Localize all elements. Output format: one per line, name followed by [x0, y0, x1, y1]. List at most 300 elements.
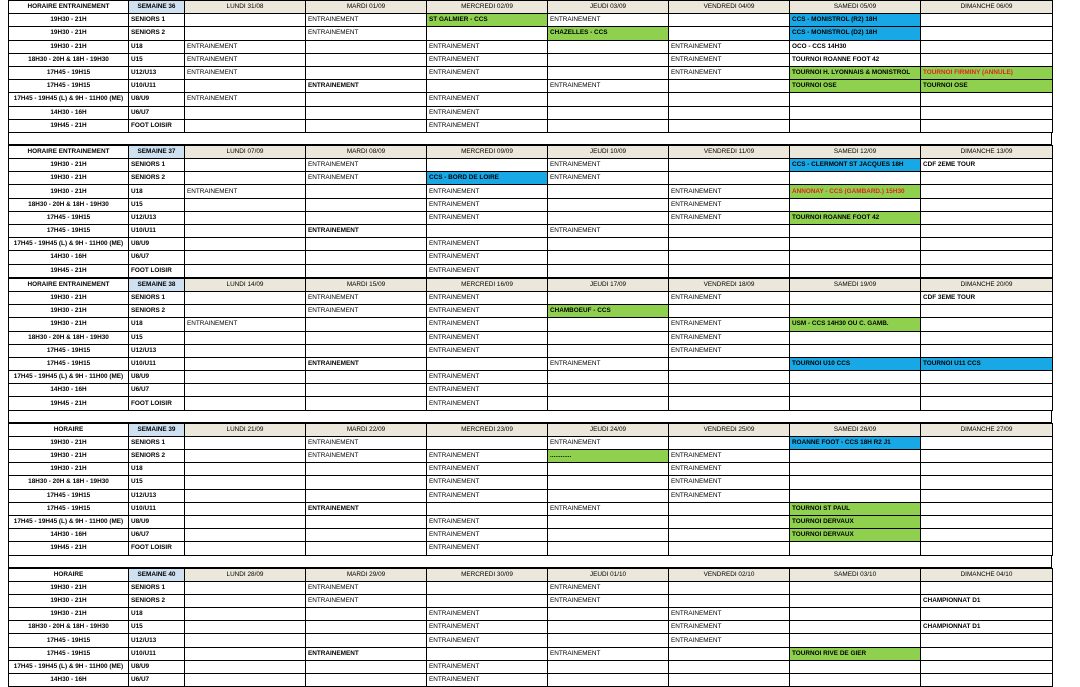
cell-wednesday: ENTRAINEMENT	[427, 660, 548, 673]
cell-team: U10/U11	[129, 80, 185, 93]
cell-team: U15	[129, 476, 185, 489]
header-thursday: JEUDI 03/09	[548, 1, 669, 14]
cell-tuesday: ENTRAINEMENT	[306, 450, 427, 463]
schedule-row	[9, 27, 1053, 40]
cell-team: U15	[129, 53, 185, 66]
cell-thursday	[548, 634, 669, 647]
cell-time: 14H30 - 16H	[9, 674, 129, 687]
cell-thursday	[548, 397, 669, 410]
cell-tuesday	[306, 53, 427, 66]
cell-thursday	[548, 674, 669, 687]
cell-time: 19H30 - 21H	[9, 27, 129, 40]
cell-time: 18H30 - 20H & 18H - 19H30	[9, 331, 129, 344]
cell-time: 19H30 - 21H	[9, 305, 129, 318]
cell-time: 19H45 - 21H	[9, 264, 129, 277]
cell-wednesday: ENTRAINEMENT	[427, 529, 548, 542]
cell-wednesday	[427, 647, 548, 660]
cell-sunday: CDF 3EME TOUR	[921, 291, 1053, 304]
cell-sunday: TOURNOI OSE	[921, 80, 1053, 93]
cell-sunday	[921, 608, 1053, 621]
cell-monday	[185, 674, 306, 687]
cell-monday	[185, 634, 306, 647]
cell-tuesday	[306, 344, 427, 357]
cell-time: 19H30 - 21H	[9, 318, 129, 331]
cell-time: 19H30 - 21H	[9, 291, 129, 304]
cell-thursday: ENTRAINEMENT	[548, 357, 669, 370]
cell-time: 18H30 - 20H & 18H - 19H30	[9, 621, 129, 634]
header-saturday: SAMEDI 05/09	[790, 1, 921, 14]
cell-thursday	[548, 93, 669, 106]
cell-time: 17H45 - 19H15	[9, 502, 129, 515]
cell-saturday: TOURNOI ST PAUL	[790, 502, 921, 515]
header-tuesday: MARDI 29/09	[306, 568, 427, 581]
cell-tuesday	[306, 198, 427, 211]
cell-saturday	[790, 674, 921, 687]
cell-monday	[185, 397, 306, 410]
cell-saturday: USM - CCS 14H30 OU C. GAMB.	[790, 318, 921, 331]
cell-team: SENIORS 2	[129, 27, 185, 40]
cell-tuesday: ENTRAINEMENT	[306, 305, 427, 318]
cell-sunday	[921, 529, 1053, 542]
cell-friday	[669, 14, 790, 27]
cell-team: SENIORS 2	[129, 450, 185, 463]
cell-sunday	[921, 674, 1053, 687]
cell-team: U6/U7	[129, 384, 185, 397]
cell-sunday	[921, 225, 1053, 238]
cell-saturday	[790, 371, 921, 384]
cell-thursday	[548, 542, 669, 555]
cell-wednesday: CCS - BORD DE LOIRE	[427, 172, 548, 185]
cell-sunday	[921, 502, 1053, 515]
cell-team: U18	[129, 463, 185, 476]
cell-team: U10/U11	[129, 357, 185, 370]
cell-wednesday	[427, 581, 548, 594]
cell-monday: ENTRAINEMENT	[185, 93, 306, 106]
cell-friday: ENTRAINEMENT	[669, 53, 790, 66]
cell-saturday	[790, 238, 921, 251]
cell-monday	[185, 172, 306, 185]
cell-tuesday: ENTRAINEMENT	[306, 357, 427, 370]
cell-monday	[185, 436, 306, 449]
cell-saturday: CCS - MONISTROL (R2) 18H	[790, 14, 921, 27]
schedule-row	[9, 660, 1053, 673]
cell-team: U8/U9	[129, 238, 185, 251]
header-wednesday: MERCREDI 30/09	[427, 568, 548, 581]
cell-thursday	[548, 621, 669, 634]
cell-saturday: TOURNOI RIVE DE GIER	[790, 647, 921, 660]
cell-monday	[185, 80, 306, 93]
cell-thursday: ENTRAINEMENT	[548, 80, 669, 93]
cell-monday	[185, 608, 306, 621]
cell-wednesday: ENTRAINEMENT	[427, 608, 548, 621]
cell-thursday: ENTRAINEMENT	[548, 225, 669, 238]
cell-time: 17H45 - 19H15	[9, 647, 129, 660]
header-team: SEMAINE 38	[129, 278, 185, 291]
schedule-row	[9, 14, 1053, 27]
cell-wednesday	[427, 27, 548, 40]
header-wednesday: MERCREDI 09/09	[427, 145, 548, 158]
cell-sunday	[921, 14, 1053, 27]
cell-wednesday: ENTRAINEMENT	[427, 634, 548, 647]
cell-wednesday	[427, 225, 548, 238]
schedule-row	[9, 397, 1053, 410]
cell-team: SENIORS 2	[129, 305, 185, 318]
cell-sunday: CHAMPIONNAT D1	[921, 621, 1053, 634]
cell-sunday	[921, 305, 1053, 318]
header-wednesday: MERCREDI 23/09	[427, 423, 548, 436]
cell-saturday	[790, 463, 921, 476]
cell-monday	[185, 542, 306, 555]
schedule-row	[9, 529, 1053, 542]
cell-friday: ENTRAINEMENT	[669, 489, 790, 502]
header-wednesday: MERCREDI 16/09	[427, 278, 548, 291]
cell-thursday	[548, 119, 669, 132]
cell-saturday: TOURNOI DERVAUX	[790, 529, 921, 542]
cell-monday	[185, 331, 306, 344]
cell-time: 17H45 - 19H15	[9, 489, 129, 502]
header-monday: LUNDI 31/08	[185, 1, 306, 14]
cell-tuesday: ENTRAINEMENT	[306, 581, 427, 594]
cell-tuesday	[306, 384, 427, 397]
cell-friday	[669, 251, 790, 264]
header-thursday: JEUDI 17/09	[548, 278, 669, 291]
cell-saturday: ANNONAY - CCS (GAMBARD.) 15H30	[790, 185, 921, 198]
cell-friday	[669, 371, 790, 384]
cell-saturday	[790, 450, 921, 463]
cell-friday	[669, 384, 790, 397]
schedule-row	[9, 647, 1053, 660]
week-header-row	[9, 568, 1053, 581]
cell-monday	[185, 291, 306, 304]
cell-friday: ENTRAINEMENT	[669, 40, 790, 53]
schedule-row	[9, 594, 1053, 607]
cell-thursday: ENTRAINEMENT	[548, 14, 669, 27]
cell-team: U15	[129, 198, 185, 211]
cell-team: SENIORS 1	[129, 159, 185, 172]
cell-team: SENIORS 2	[129, 172, 185, 185]
schedule-row	[9, 238, 1053, 251]
schedule-row	[9, 450, 1053, 463]
cell-thursday	[548, 463, 669, 476]
header-wednesday: MERCREDI 02/09	[427, 1, 548, 14]
cell-wednesday: ENTRAINEMENT	[427, 450, 548, 463]
schedule-row	[9, 40, 1053, 53]
cell-team: SENIORS 1	[129, 436, 185, 449]
cell-tuesday	[306, 119, 427, 132]
header-monday: LUNDI 14/09	[185, 278, 306, 291]
cell-time: 19H30 - 21H	[9, 594, 129, 607]
schedule-row	[9, 674, 1053, 687]
schedule-row	[9, 357, 1053, 370]
cell-tuesday: ENTRAINEMENT	[306, 225, 427, 238]
week-separator	[8, 133, 1052, 145]
cell-saturday: TOURNOI H. LYONNAIS & MONISTROL	[790, 66, 921, 79]
cell-tuesday	[306, 476, 427, 489]
schedule-row	[9, 185, 1053, 198]
header-tuesday: MARDI 01/09	[306, 1, 427, 14]
cell-sunday	[921, 198, 1053, 211]
cell-saturday	[790, 331, 921, 344]
cell-friday: ENTRAINEMENT	[669, 344, 790, 357]
cell-wednesday: ENTRAINEMENT	[427, 384, 548, 397]
cell-thursday	[548, 371, 669, 384]
cell-friday: ENTRAINEMENT	[669, 608, 790, 621]
cell-time: 19H30 - 21H	[9, 159, 129, 172]
cell-time: 17H45 - 19H45 (L) & 9H - 11H00 (ME)	[9, 371, 129, 384]
cell-monday	[185, 621, 306, 634]
cell-wednesday: ENTRAINEMENT	[427, 198, 548, 211]
cell-wednesday: ENTRAINEMENT	[427, 489, 548, 502]
header-friday: VENDREDI 18/09	[669, 278, 790, 291]
cell-team: U18	[129, 185, 185, 198]
cell-sunday	[921, 27, 1053, 40]
week-table	[8, 0, 1053, 133]
cell-tuesday: ENTRAINEMENT	[306, 27, 427, 40]
cell-monday	[185, 106, 306, 119]
cell-saturday	[790, 489, 921, 502]
header-team: SEMAINE 40	[129, 568, 185, 581]
cell-tuesday	[306, 211, 427, 224]
cell-sunday	[921, 634, 1053, 647]
cell-thursday	[548, 608, 669, 621]
week-table	[8, 568, 1053, 687]
cell-thursday	[548, 40, 669, 53]
schedule-row	[9, 119, 1053, 132]
schedule-row	[9, 502, 1053, 515]
cell-tuesday: ENTRAINEMENT	[306, 159, 427, 172]
cell-friday: ENTRAINEMENT	[669, 211, 790, 224]
cell-thursday: CHAMBOEUF - CCS	[548, 305, 669, 318]
cell-tuesday	[306, 542, 427, 555]
cell-wednesday	[427, 436, 548, 449]
cell-saturday	[790, 198, 921, 211]
cell-team: U18	[129, 608, 185, 621]
cell-time: 17H45 - 19H15	[9, 211, 129, 224]
week-header-row	[9, 1, 1053, 14]
cell-team: U15	[129, 621, 185, 634]
cell-team: U6/U7	[129, 529, 185, 542]
cell-monday	[185, 238, 306, 251]
cell-wednesday: ENTRAINEMENT	[427, 93, 548, 106]
header-time: HORAIRE ENTRAINEMENT	[9, 278, 129, 291]
cell-team: U12/U13	[129, 66, 185, 79]
header-tuesday: MARDI 08/09	[306, 145, 427, 158]
cell-saturday	[790, 634, 921, 647]
cell-saturday	[790, 172, 921, 185]
cell-wednesday: ENTRAINEMENT	[427, 621, 548, 634]
cell-friday	[669, 27, 790, 40]
cell-friday	[669, 647, 790, 660]
cell-monday	[185, 476, 306, 489]
cell-time: 17H45 - 19H15	[9, 344, 129, 357]
header-saturday: SAMEDI 19/09	[790, 278, 921, 291]
cell-tuesday	[306, 251, 427, 264]
schedule-row	[9, 581, 1053, 594]
cell-thursday	[548, 238, 669, 251]
cell-tuesday	[306, 634, 427, 647]
header-saturday: SAMEDI 26/09	[790, 423, 921, 436]
cell-sunday	[921, 436, 1053, 449]
cell-thursday	[548, 198, 669, 211]
header-team: SEMAINE 39	[129, 423, 185, 436]
cell-wednesday: ENTRAINEMENT	[427, 397, 548, 410]
header-saturday: SAMEDI 12/09	[790, 145, 921, 158]
cell-saturday: TOURNOI U10 CCS	[790, 357, 921, 370]
cell-monday: ENTRAINEMENT	[185, 185, 306, 198]
cell-wednesday: ENTRAINEMENT	[427, 66, 548, 79]
cell-tuesday	[306, 674, 427, 687]
schedule-row	[9, 463, 1053, 476]
header-sunday: DIMANCHE 20/09	[921, 278, 1053, 291]
cell-monday	[185, 594, 306, 607]
cell-time: 19H30 - 21H	[9, 436, 129, 449]
cell-sunday: CHAMPIONNAT D1	[921, 594, 1053, 607]
cell-monday	[185, 371, 306, 384]
cell-team: U18	[129, 40, 185, 53]
header-sunday: DIMANCHE 13/09	[921, 145, 1053, 158]
cell-wednesday	[427, 159, 548, 172]
cell-monday	[185, 159, 306, 172]
cell-tuesday	[306, 106, 427, 119]
cell-tuesday	[306, 238, 427, 251]
cell-sunday	[921, 476, 1053, 489]
header-monday: LUNDI 21/09	[185, 423, 306, 436]
cell-friday	[669, 80, 790, 93]
cell-tuesday	[306, 621, 427, 634]
cell-team: SENIORS 1	[129, 14, 185, 27]
cell-saturday	[790, 264, 921, 277]
cell-wednesday: ENTRAINEMENT	[427, 371, 548, 384]
cell-team: U10/U11	[129, 225, 185, 238]
cell-team: SENIORS 1	[129, 291, 185, 304]
cell-sunday	[921, 172, 1053, 185]
cell-time: 19H45 - 21H	[9, 119, 129, 132]
header-tuesday: MARDI 22/09	[306, 423, 427, 436]
cell-saturday: CCS - MONISTROL (D2) 18H	[790, 27, 921, 40]
header-saturday: SAMEDI 03/10	[790, 568, 921, 581]
cell-friday	[669, 594, 790, 607]
cell-saturday	[790, 251, 921, 264]
schedule-row	[9, 489, 1053, 502]
cell-tuesday: ENTRAINEMENT	[306, 436, 427, 449]
cell-sunday	[921, 450, 1053, 463]
cell-wednesday: ENTRAINEMENT	[427, 291, 548, 304]
cell-friday: ENTRAINEMENT	[669, 463, 790, 476]
header-time: HORAIRE ENTRAINEMENT	[9, 145, 129, 158]
cell-tuesday: ENTRAINEMENT	[306, 172, 427, 185]
cell-monday	[185, 502, 306, 515]
cell-tuesday	[306, 489, 427, 502]
cell-sunday: TOURNOI U11 CCS	[921, 357, 1053, 370]
schedule-row	[9, 80, 1053, 93]
cell-time: 19H30 - 21H	[9, 450, 129, 463]
schedule-row	[9, 225, 1053, 238]
cell-team: FOOT LOISIR	[129, 119, 185, 132]
cell-sunday	[921, 93, 1053, 106]
cell-saturday: TOURNOI ROANNE FOOT 42	[790, 211, 921, 224]
cell-monday	[185, 14, 306, 27]
cell-friday: ENTRAINEMENT	[669, 318, 790, 331]
cell-tuesday	[306, 463, 427, 476]
cell-team: SENIORS 1	[129, 581, 185, 594]
schedule-row	[9, 211, 1053, 224]
schedule-row	[9, 384, 1053, 397]
cell-sunday	[921, 344, 1053, 357]
cell-thursday	[548, 331, 669, 344]
cell-sunday	[921, 53, 1053, 66]
cell-wednesday: ENTRAINEMENT	[427, 264, 548, 277]
cell-tuesday	[306, 93, 427, 106]
cell-wednesday: ENTRAINEMENT	[427, 463, 548, 476]
cell-sunday	[921, 489, 1053, 502]
cell-team: U18	[129, 318, 185, 331]
cell-monday	[185, 647, 306, 660]
schedule-row	[9, 159, 1053, 172]
cell-tuesday	[306, 397, 427, 410]
header-monday: LUNDI 07/09	[185, 145, 306, 158]
cell-time: 19H30 - 21H	[9, 185, 129, 198]
cell-monday	[185, 660, 306, 673]
cell-saturday	[790, 291, 921, 304]
cell-wednesday: ENTRAINEMENT	[427, 476, 548, 489]
cell-thursday	[548, 251, 669, 264]
cell-monday	[185, 581, 306, 594]
header-sunday: DIMANCHE 27/09	[921, 423, 1053, 436]
cell-team: U8/U9	[129, 93, 185, 106]
training-schedule-sheet	[8, 0, 1052, 687]
cell-monday	[185, 225, 306, 238]
week-separator	[8, 556, 1052, 568]
cell-monday	[185, 529, 306, 542]
cell-friday	[669, 529, 790, 542]
cell-wednesday: ENTRAINEMENT	[427, 318, 548, 331]
cell-saturday: OCO - CCS 14H30	[790, 40, 921, 53]
cell-friday	[669, 502, 790, 515]
cell-monday	[185, 384, 306, 397]
cell-tuesday	[306, 66, 427, 79]
cell-saturday	[790, 225, 921, 238]
cell-team: U8/U9	[129, 660, 185, 673]
week-table	[8, 278, 1053, 411]
schedule-row	[9, 542, 1053, 555]
cell-wednesday: ENTRAINEMENT	[427, 515, 548, 528]
cell-tuesday	[306, 318, 427, 331]
cell-thursday	[548, 66, 669, 79]
cell-friday	[669, 93, 790, 106]
cell-time: 17H45 - 19H45 (L) & 9H - 11H00 (ME)	[9, 93, 129, 106]
cell-monday	[185, 211, 306, 224]
cell-thursday	[548, 318, 669, 331]
cell-monday: ENTRAINEMENT	[185, 53, 306, 66]
week-table	[8, 145, 1053, 278]
cell-sunday	[921, 384, 1053, 397]
cell-time: 19H30 - 21H	[9, 14, 129, 27]
cell-tuesday: ENTRAINEMENT	[306, 594, 427, 607]
cell-wednesday: ENTRAINEMENT	[427, 53, 548, 66]
header-friday: VENDREDI 04/09	[669, 1, 790, 14]
cell-monday: ENTRAINEMENT	[185, 40, 306, 53]
cell-team: FOOT LOISIR	[129, 264, 185, 277]
cell-thursday	[548, 384, 669, 397]
cell-team: U12/U13	[129, 211, 185, 224]
cell-time: 19H30 - 21H	[9, 172, 129, 185]
cell-time: 14H30 - 16H	[9, 529, 129, 542]
cell-thursday: ENTRAINEMENT	[548, 502, 669, 515]
cell-sunday	[921, 251, 1053, 264]
cell-friday: ENTRAINEMENT	[669, 66, 790, 79]
cell-monday	[185, 357, 306, 370]
cell-tuesday: ENTRAINEMENT	[306, 80, 427, 93]
